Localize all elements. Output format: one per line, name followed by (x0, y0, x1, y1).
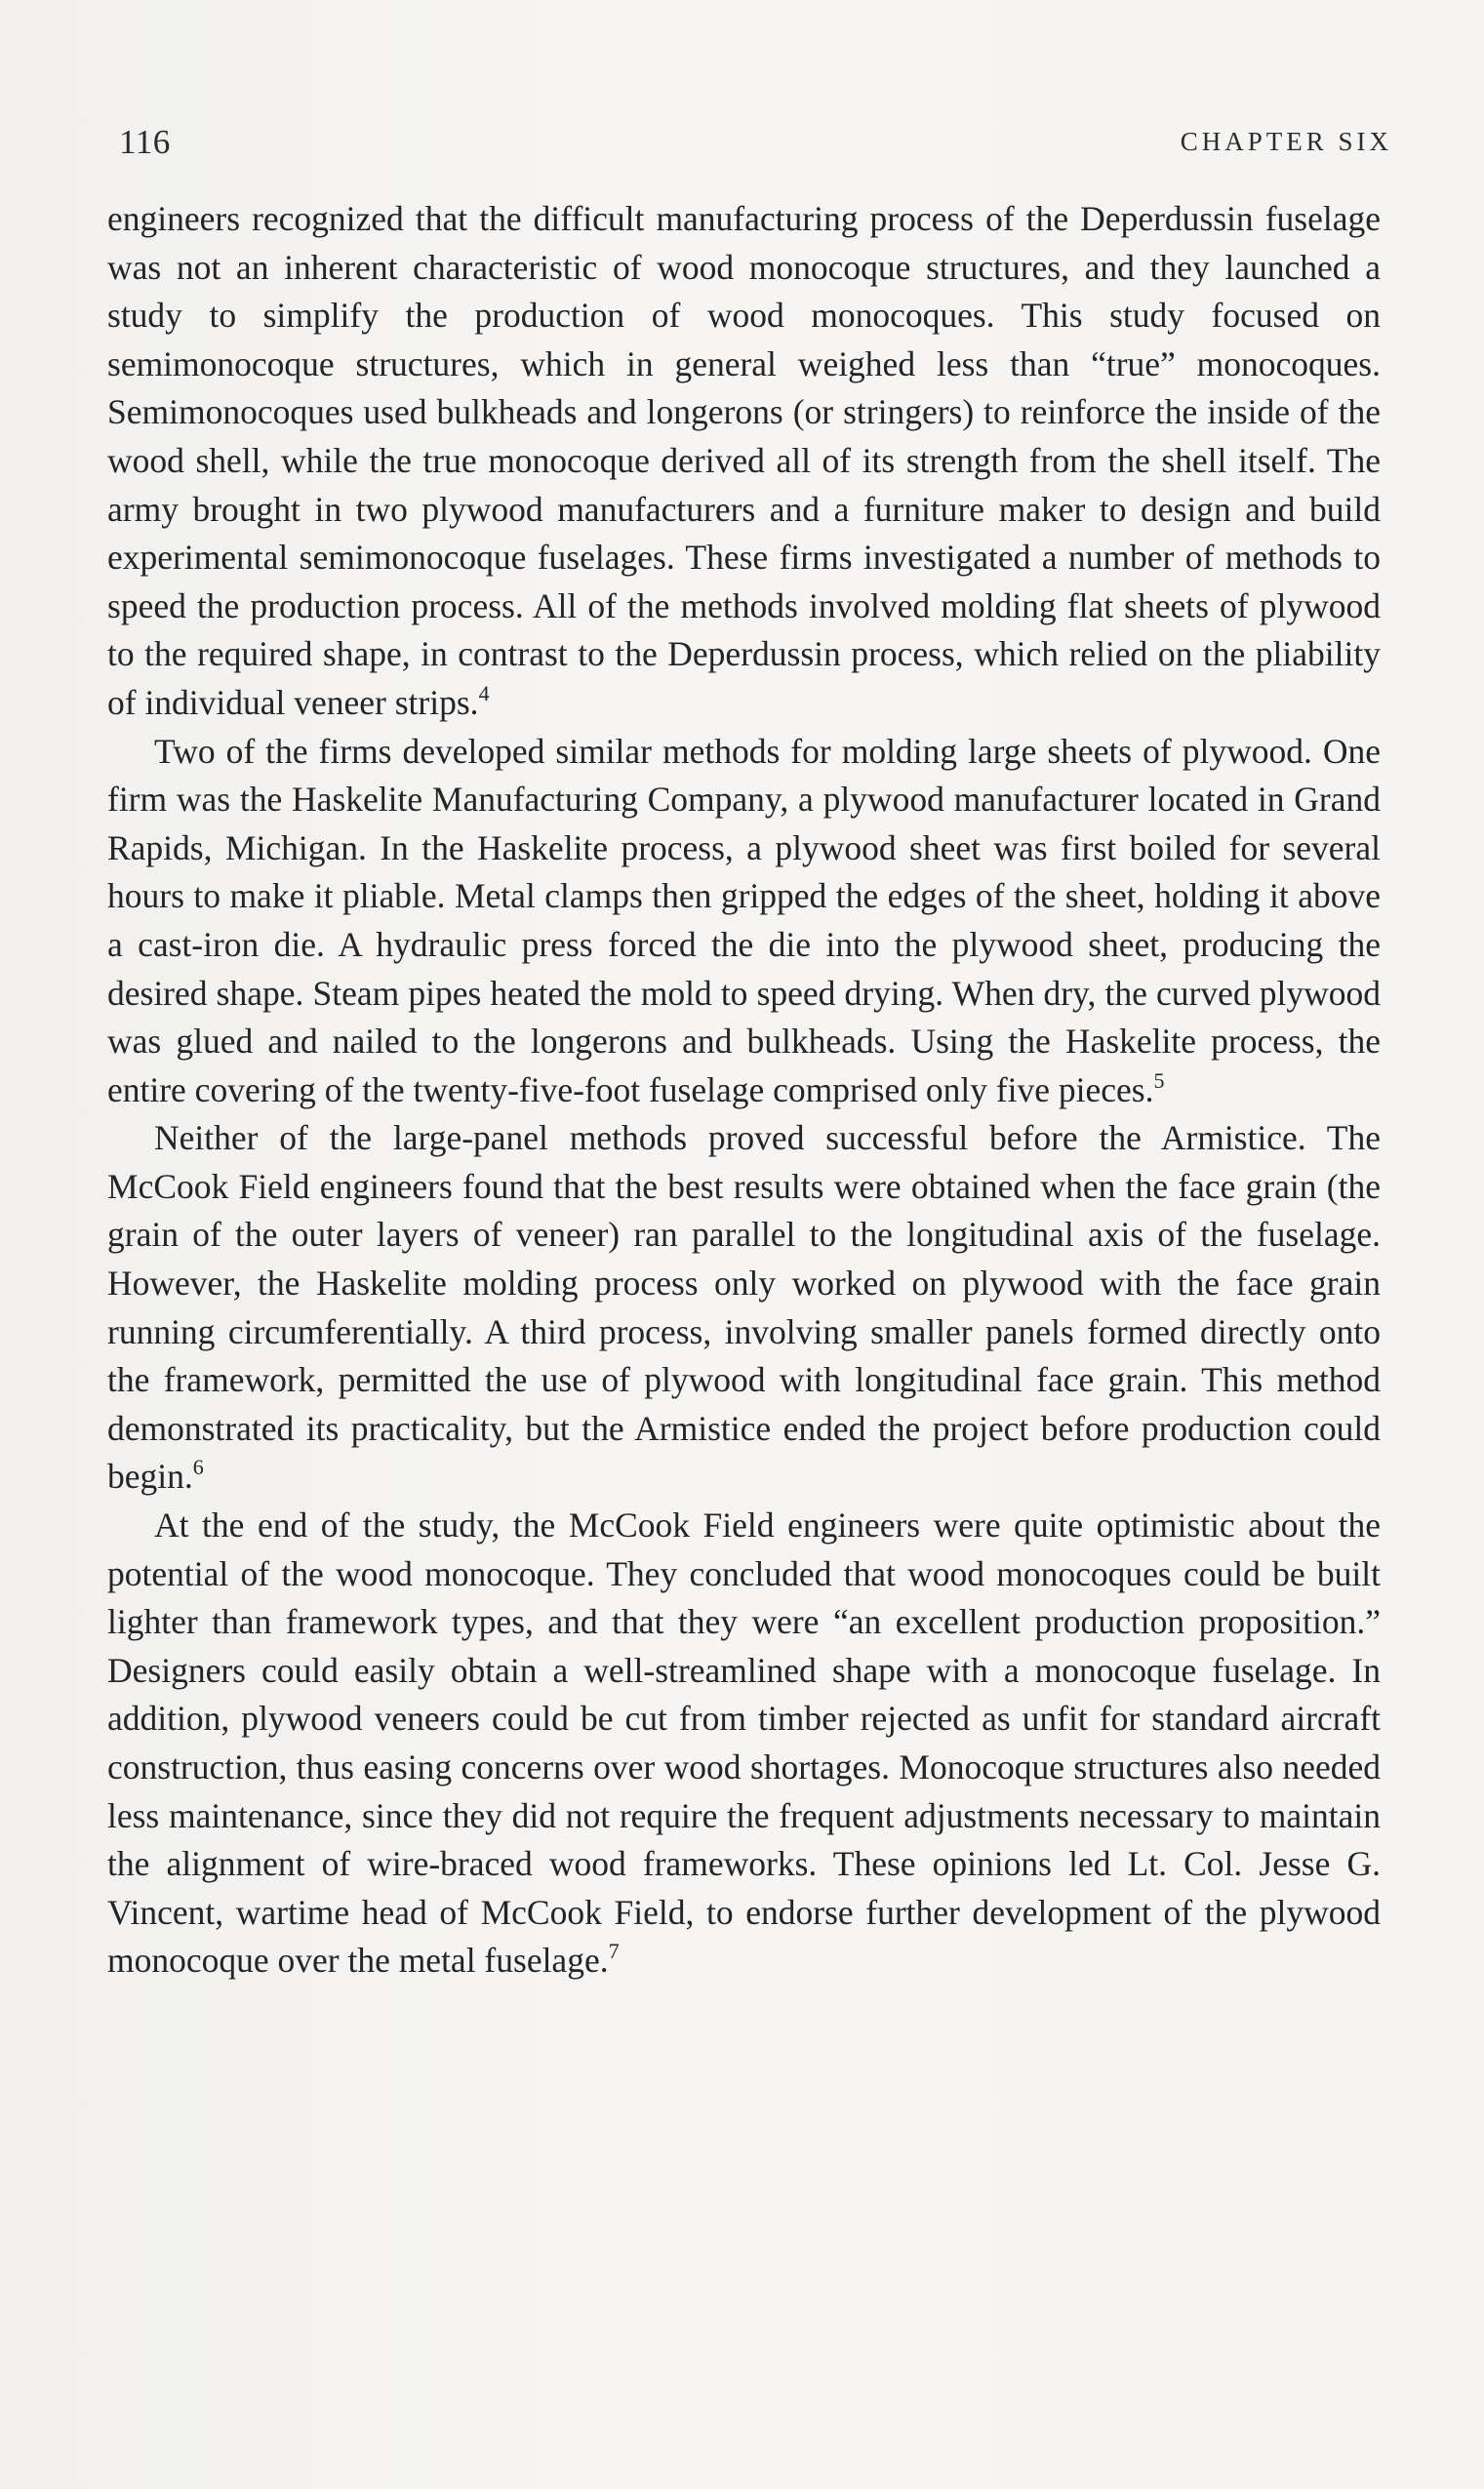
running-head (119, 123, 1392, 174)
body-text (107, 195, 1381, 1986)
footnote-ref-5: 5 (1153, 1067, 1165, 1093)
footnote-ref-6: 6 (192, 1455, 204, 1480)
paragraph-1 (107, 195, 1381, 728)
page-number: 116 (119, 123, 171, 161)
paragraph-text: Neither of the large-panel methods proved successful before the Armistice. The McCook Field engineers found that the best results were obtained when the face grain (the grain of the outer layers of veneer) ran parallel to the longitudinal axis of the fuselage. However, the Haskelite molding process only worked on plywood with the face grain running circumferentially. A third process, involving smaller panels formed directly onto the framework, permitted the use of plywood with longitudinal face grain. This method demonstrated its practicality, but the Armistice ended the project before production could begin. (107, 1118, 1381, 1497)
footnote-ref-7: 7 (608, 1939, 620, 1964)
paragraph-text: At the end of the study, the McCook Field engineers were quite optimistic about the potential of the wood monocoque. They concluded that wood monocoques could be built lighter than framework types, and that they were “an excellent production proposition.” Designers could easily obtain a well-streamlined shape with a monocoque fuselage. In addition, plywood veneers could be cut from timber rejected as unfit for standard aircraft construction, thus easing concerns over wood shortages. Monocoque structures also needed less maintenance, since they did not require the frequent adjustments necessary to maintain the alignment of wire-braced wood frameworks. These opinions led Lt. Col. Jesse G. Vincent, wartime head of McCook Field, to endorse further development of the plywood monocoque over the metal fuselage. (107, 1505, 1381, 1981)
paragraph-3 (107, 1114, 1381, 1502)
paragraph-4 (107, 1502, 1381, 1986)
paragraph-text: engineers recognized that the difficult manufacturing process of the Deperdussin fuselage was not an inherent characteristic of wood monocoque structures, and they launched a study to simplify the production of wood monocoques. This study focused on semimonocoque structures, which in general weighed less than “true” monocoques. Semimonocoques used bulkheads and longerons (or stringers) to reinforce the inside of the wood shell, while the true monocoque derived all of its strength from the shell itself. The army brought in two plywood manufacturers and a furniture maker to design and build experimental semimonocoque fuselages. These firms investigated a number of methods to speed the production process. All of the methods involved molding flat sheets of plywood to the required shape, in contrast to the Deperdussin process, which relied on the pliability of individual veneer strips. (107, 199, 1381, 722)
chapter-label: CHAPTER SIX (1180, 127, 1392, 156)
paragraph-text: Two of the firms developed similar methods for molding large sheets of plywood. One firm was the Haskelite Manufacturing Company, a plywood manufacturer located in Grand Rapids, Michigan. In the Haskelite process, a plywood sheet was first boiled for several hours to make it pliable. Metal clamps then gripped the edges of the sheet, holding it above a cast-iron die. A hydraulic press forced the die into the plywood sheet, producing the desired shape. Steam pipes heated the mold to speed drying. When dry, the curved plywood was glued and nailed to the longerons and bulkheads. Using the Haskelite process, the entire covering of the twenty-five-foot fuselage comprised only five pieces. (107, 731, 1381, 1109)
footnote-ref-4: 4 (478, 680, 490, 705)
paragraph-2 (107, 728, 1381, 1115)
